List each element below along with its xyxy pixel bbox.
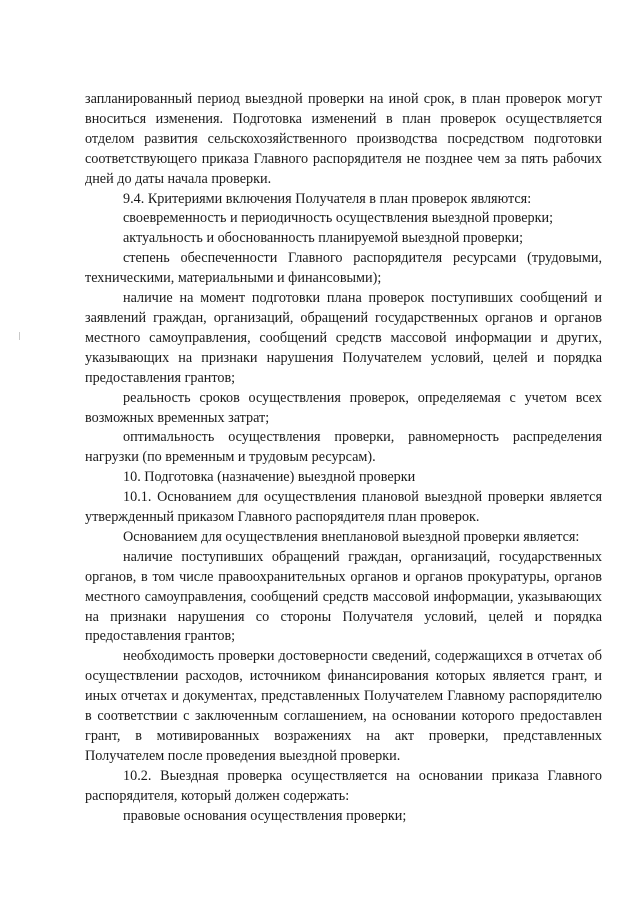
paragraph-9-4-heading: 9.4. Критериями включения Получателя в план проверок являются: (123, 190, 532, 207)
order-item-legal-basis: правовые основания осуществления проверки; (123, 807, 407, 824)
paragraph-10-2: 10.2. Выездная проверка осуществляется на основании приказа Главного распорядителя, который должен содержать: (85, 767, 602, 804)
criteria-item-reports: наличие на момент подготовки плана проверок поступивших сообщений и заявлений граждан, организаций, обращений государственных органов и органов местного самоуправления, сообщений средств массовой информации и других, указывающих на признаки нарушения Получателем условий, целей и порядка предоставления грантов; (85, 290, 602, 386)
paragraph-plan-changes: запланированный период выездной проверки на иной срок, в план проверок могут вноситься изменения. Подготовка изменений в план проверок осуществляется отделом развития сельскохозяйственного производства посредством подготовки соответствующего приказа Главного распорядителя не позднее чем за пять рабочих дней до даты начала проверки. (85, 91, 602, 187)
criteria-item-timeliness: своевременность и периодичность осуществления выездной проверки; (123, 210, 554, 227)
paragraph-10-1: 10.1. Основанием для осуществления плановой выездной проверки является утвержденный приказом Главного распорядителя план проверок. (85, 489, 602, 526)
criteria-item-resources: степень обеспеченности Главного распорядителя ресурсами (трудовыми, техническими, материальными и финансовыми); (85, 250, 602, 287)
paragraph-unplanned-basis: Основанием для осуществления внеплановой выездной проверки является: (123, 528, 580, 545)
criteria-item-terms: реальность сроков осуществления проверок, определяемая с учетом всех возможных временных затрат; (85, 389, 602, 426)
criteria-item-relevance: актуальность и обоснованность планируемой выездной проверки; (123, 230, 524, 247)
section-10-heading: 10. Подготовка (назначение) выездной проверки (123, 469, 416, 486)
basis-item-verification: необходимость проверки достоверности сведений, содержащихся в отчетах об осуществлении расходов, источником финансирования которых является грант, и иных отчетах и документах, представленных Получателем Главному распорядителю в соответствии с заключенным соглашением, на основании которого предоставлен грант, в мотивированных возражениях на акт проверки, представленных Получателем после проведения выездной проверки. (85, 648, 602, 764)
document-body (85, 90, 602, 827)
basis-item-appeals: наличие поступивших обращений граждан, организаций, государственных органов, в том числе правоохранительных органов и органов прокуратуры, органов местного самоуправления, сообщений средств массовой информации, указывающих на признаки нарушения со стороны Получателя условий, целей и порядка предоставления грантов; (85, 548, 602, 645)
scan-margin-mark (19, 332, 20, 340)
criteria-item-optimality: оптимальность осуществления проверки, равномерность распределения нагрузки (по временным и трудовым ресурсам). (85, 429, 602, 466)
